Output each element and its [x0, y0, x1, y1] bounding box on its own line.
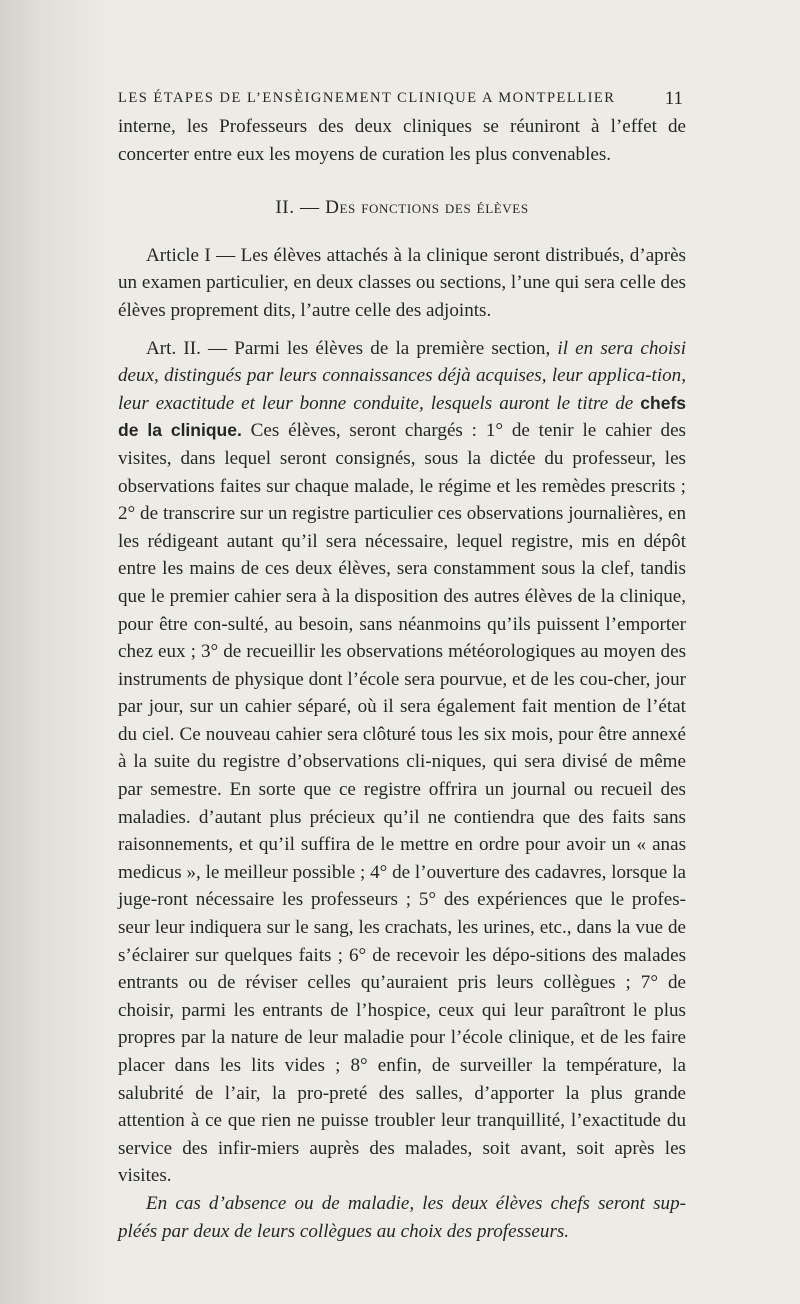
article-2-bold-title: chefs de la clinique.: [118, 392, 687, 441]
section-heading: II. — Des fonctions des élèves: [275, 197, 529, 219]
page-number: 11: [664, 88, 683, 109]
article-2-duties: Ces élèves, seront chargés : 1° de tenir le cahier des visites, dans lequel seront consignés, sous la dictée du professeur, les observations faites sur chaque malade, le régime et les remèdes prescrits ; 2° de transcrire sur un registre particulier ces observations journalières, en les rédigeant autant qu’il sera nécessaire, lequel registre, mis en dépôt entre les mains de ces deux élèves, sera constamment sous la clef, tandis que le premier cahier sera à la disposition des autres élèves de la clinique, pour être con-sulté, au besoin, sans néanmoins qu’ils puissent l’emporter chez eux ; 3° de recueillir les observations météorologiques au moyen des instruments de physique dont l’école sera pourvue, et de les cou-cher, jour par jour, sur un cahier séparé, où il sera également fait mention de l’état du ciel. Ce nouveau cahier sera clôturé tous les six mois, pour être annexé à la suite du registre d’observations cli-niques, qui sera divisé de même par semestre. En sorte que ce registre offrira un journal ou recueil des maladies. d’autant plus précieux qu’il ne contiendra que des faits sans raisonnements, et qu’il suffira de le mettre en ordre pour avoir un « anas medicus », le meilleur possible ; 4° de l’ouverture des cadavres, lorsque la juge-ront nécessaire les professeurs ; 5° des expériences que le profes-seur leur indiquera sur le sang, les crachats, les urines, etc., dans la vue de s’éclairer sur quelques faits ; 6° de recevoir les dépo-sitions des malades entrants ou de réviser celles qu’auraient pris leurs collègues ; 7° de choisir, parmi les entrants de l’hospice, ceux qui leur paraîtront le plus propres par la nature de leur maladie pour l’école clinique, et de les faire placer dans les lits vides ; 8° enfin, de surveiller la température, la salubrité de l’air, la pro-preté des salles, d’apporter la plus grande attention à ce que rien ne puisse troubler leur tranquillité, l’exactitude du service des infir-miers auprès des malades, soit avant, soit après les visites.: [118, 420, 686, 1187]
article-2-italic-text: il en sera choisi deux, distingués par leurs connaissances déjà acquises, leur applica-tion, leur exactitude et leur bonne conduite, lesquels auront le titre de: [118, 337, 686, 414]
article-2-intro: Art. II. — Parmi les élèves de la première section,: [146, 337, 558, 359]
paragraph-continuation: interne, les Professeurs des deux cliniques se réuniront à l’effet de concerter entre eux les moyens de curation les plus convenables.: [118, 116, 686, 165]
running-title: LES ÉTAPES DE L’ENSÈIGNEMENT CLINIQUE A MONTPELLIER: [118, 90, 616, 106]
article-1-paragraph: Article I — Les élèves attachés à la clinique seront distribués, d’après un examen particulier, en deux classes ou sections, l’une qui sera celle des élèves proprement dits, l’autre celle des adjoints.: [118, 244, 686, 321]
body-text: [118, 113, 686, 1245]
running-header: [118, 88, 683, 112]
closing-italic-paragraph: En cas d’absence ou de maladie, les deux élèves chefs seront sup-pléés par deux de leurs collègues au choix des professeurs.: [118, 1192, 686, 1242]
article-2-paragraph: [118, 335, 686, 1190]
